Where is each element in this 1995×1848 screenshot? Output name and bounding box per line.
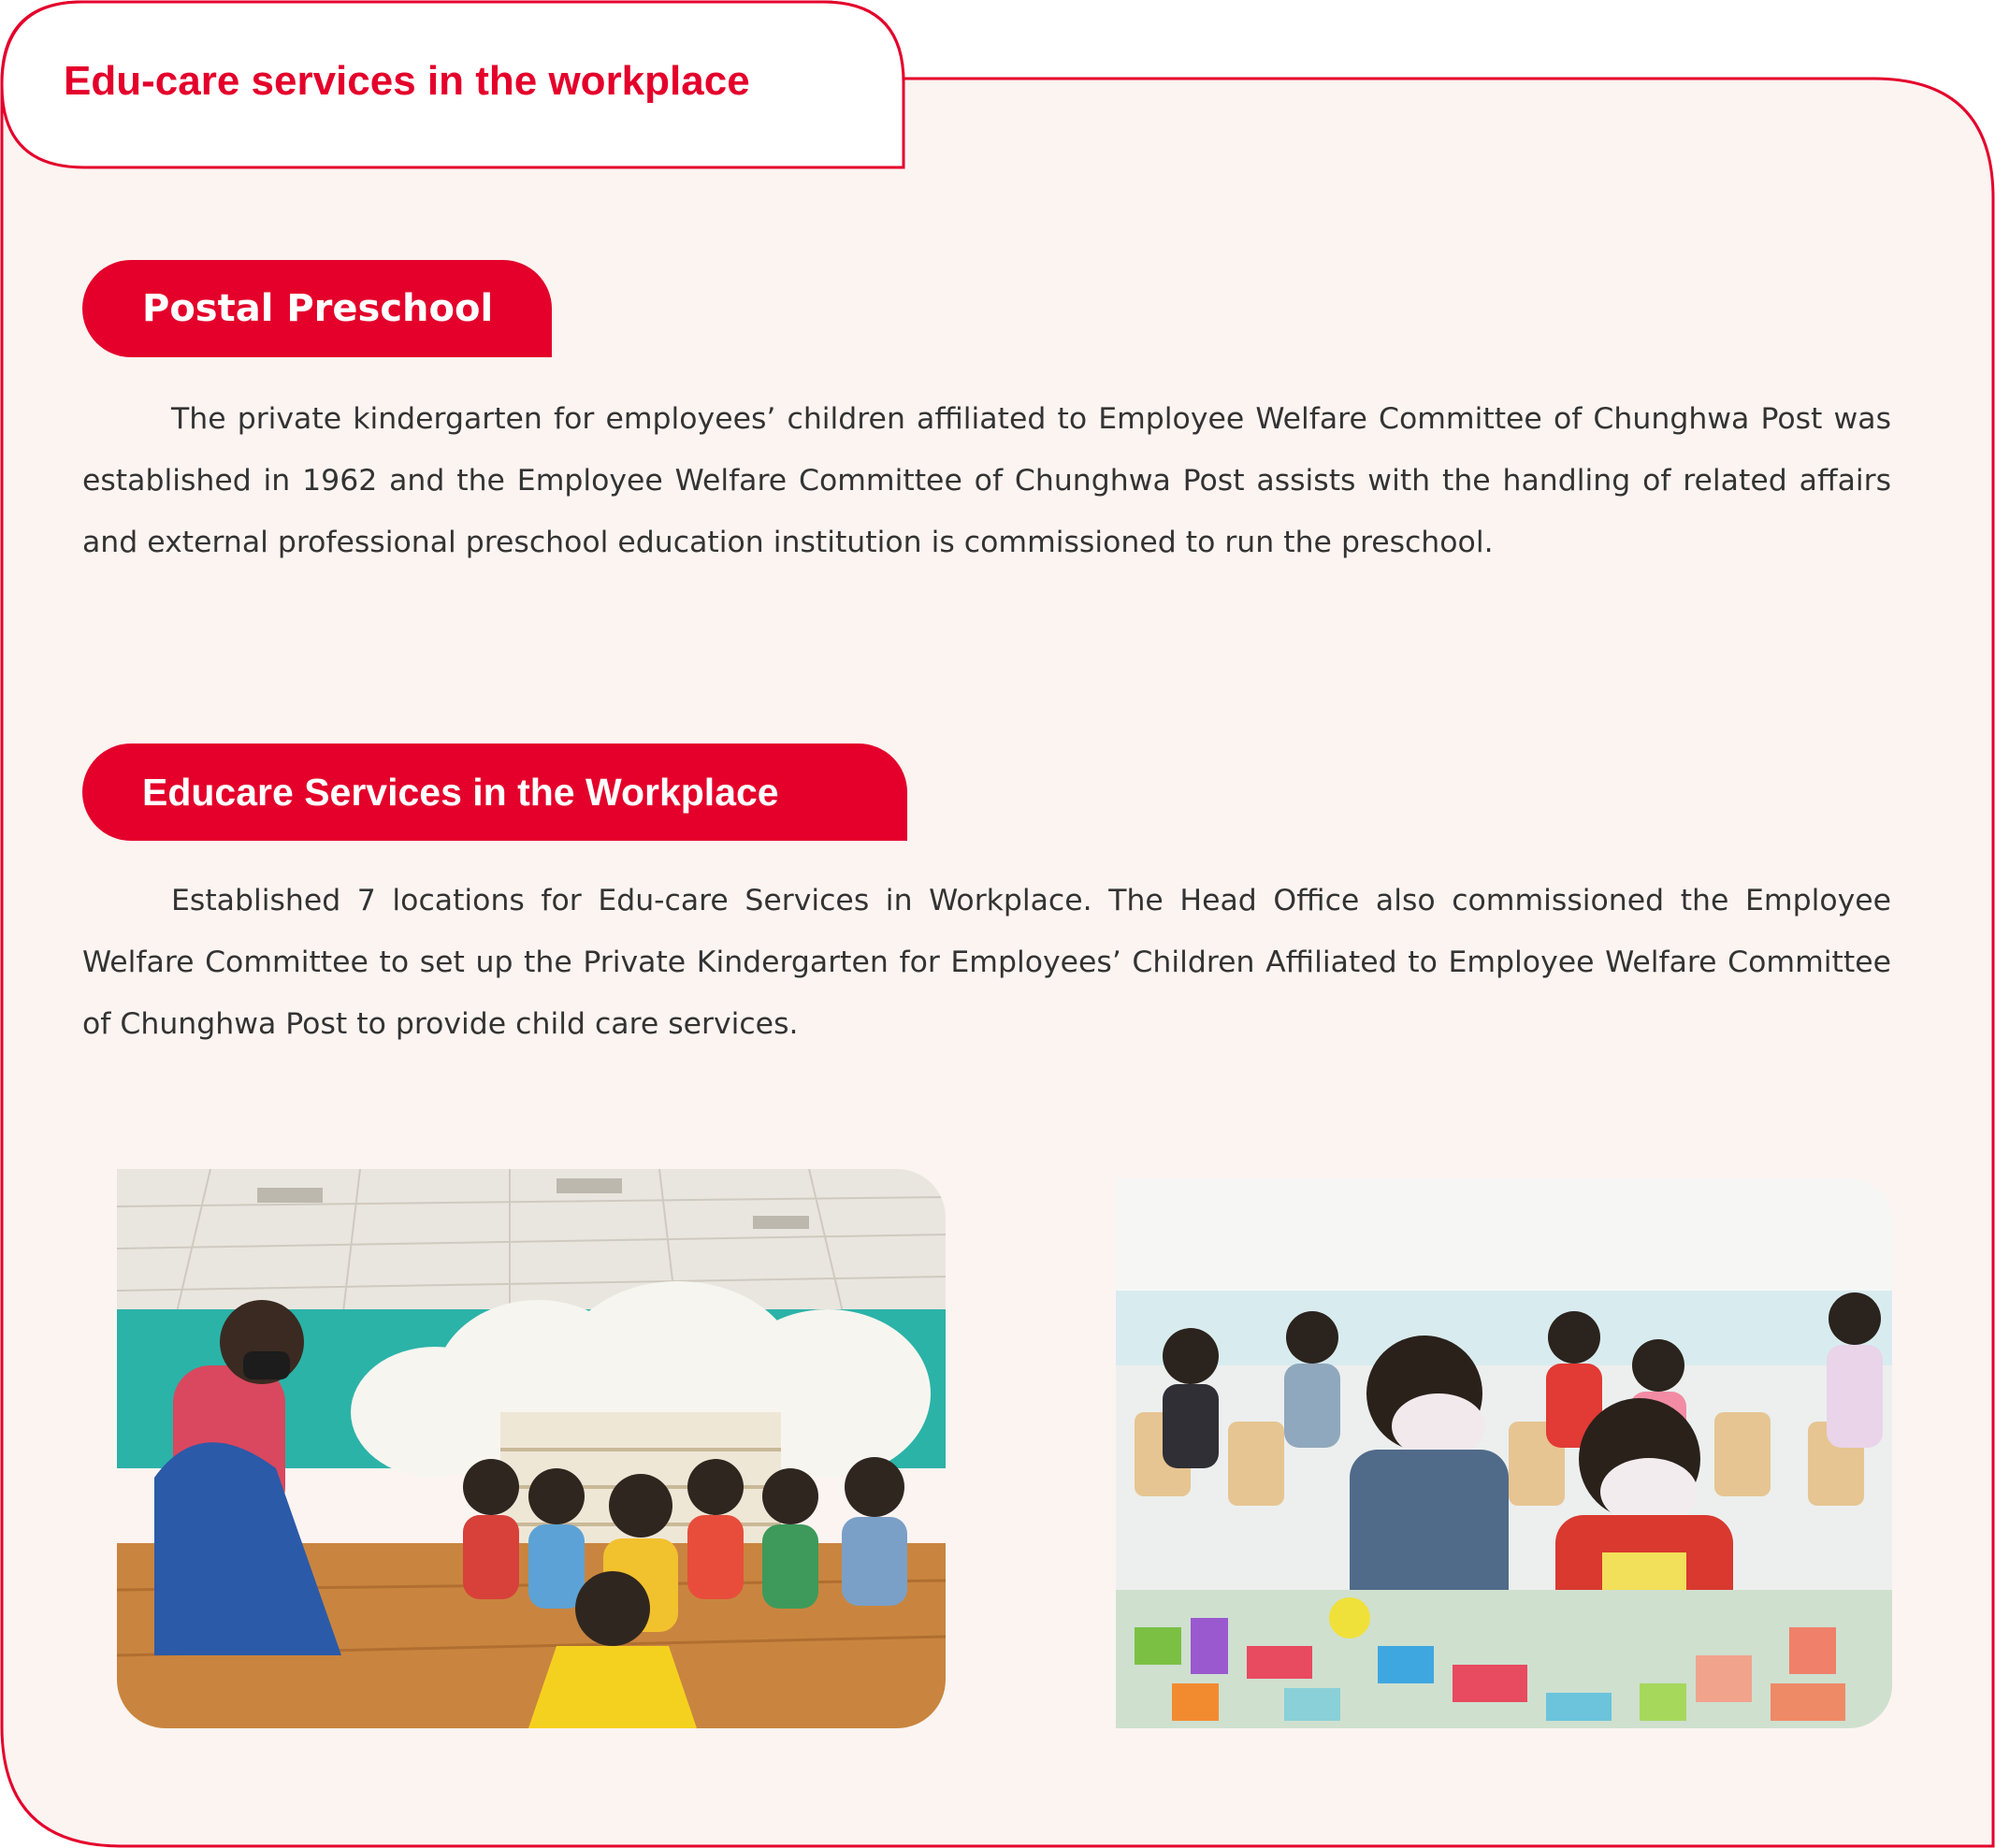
section-body-postal-preschool: The private kindergarten for employees’ children affiliated to Employee Welfare Committee of Chunghwa Post was established in 1962 and the Employee Welfare Committee of Chunghwa Post assists with the handling of related affairs and external professional preschool education institution is commissioned to run the preschool. [82,402,1891,559]
page-title: Edu-care services in the workplace [64,58,750,104]
classroom-photo-teacher-children [117,1169,946,1728]
classroom-photo-children-blocks [1116,1178,1892,1728]
section-heading-educare-services: Educare Services in the Workplace [82,744,907,841]
section-heading-postal-preschool: Postal Preschool [82,260,552,357]
section-body-educare-services: Established 7 locations for Edu-care Services in Workplace. The Head Office also commissioned the Employee Welfare Committee to set up the Private Kindergarten for Employees’ Children Affiliated to Employee Welfare Committee of Chunghwa Post to provide child care services. [82,884,1891,1041]
